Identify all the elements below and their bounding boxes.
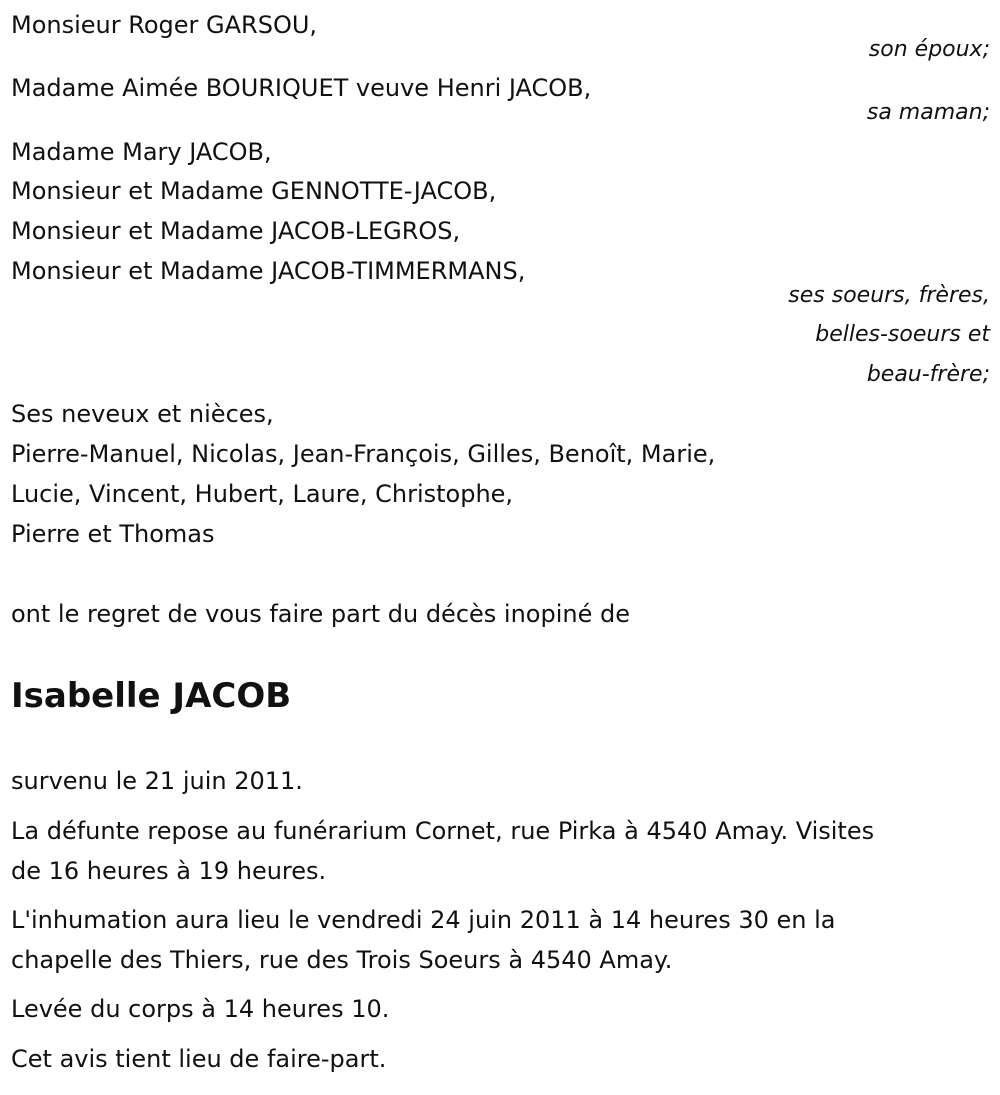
siblings-relation: ses soeurs, frères, bbox=[788, 283, 990, 308]
burial-line: L'inhumation aura lieu le vendredi 24 juin 2011 à 14 heures 30 en la bbox=[11, 906, 836, 934]
levee-text: Levée du corps à 14 heures 10. bbox=[11, 995, 390, 1023]
sibling-line: Monsieur et Madame JACOB-LEGROS, bbox=[11, 217, 461, 245]
sibling-line: Madame Mary JACOB, bbox=[11, 138, 272, 166]
death-date: survenu le 21 juin 2011. bbox=[11, 767, 303, 795]
siblings-relation: beau-frère; bbox=[866, 362, 990, 387]
spouse-relation: son époux; bbox=[868, 37, 990, 62]
nephews-line: Lucie, Vincent, Hubert, Laure, Christophe, bbox=[11, 480, 514, 508]
burial-line: chapelle des Thiers, rue des Trois Soeurs à 4540 Amay. bbox=[11, 946, 673, 974]
sibling-line: Monsieur et Madame JACOB-TIMMERMANS, bbox=[11, 257, 526, 285]
mother-relation: sa maman; bbox=[866, 100, 990, 125]
repose-line: de 16 heures à 19 heures. bbox=[11, 857, 327, 885]
nephews-line: Ses neveux et nièces, bbox=[11, 400, 274, 428]
notice-text: Cet avis tient lieu de faire-part. bbox=[11, 1045, 387, 1073]
repose-line: La défunte repose au funérarium Cornet, rue Pirka à 4540 Amay. Visites bbox=[11, 817, 875, 845]
siblings-relation: belles-soeurs et bbox=[815, 322, 990, 347]
announcement-text: ont le regret de vous faire part du décès inopiné de bbox=[11, 600, 630, 628]
nephews-line: Pierre-Manuel, Nicolas, Jean-François, Gilles, Benoît, Marie, bbox=[11, 440, 716, 468]
sibling-line: Monsieur et Madame GENNOTTE-JACOB, bbox=[11, 177, 497, 205]
nephews-line: Pierre et Thomas bbox=[11, 520, 215, 548]
deceased-name: Isabelle JACOB bbox=[11, 676, 292, 716]
mother-name: Madame Aimée BOURIQUET veuve Henri JACOB, bbox=[11, 74, 592, 102]
spouse-name: Monsieur Roger GARSOU, bbox=[11, 11, 318, 39]
